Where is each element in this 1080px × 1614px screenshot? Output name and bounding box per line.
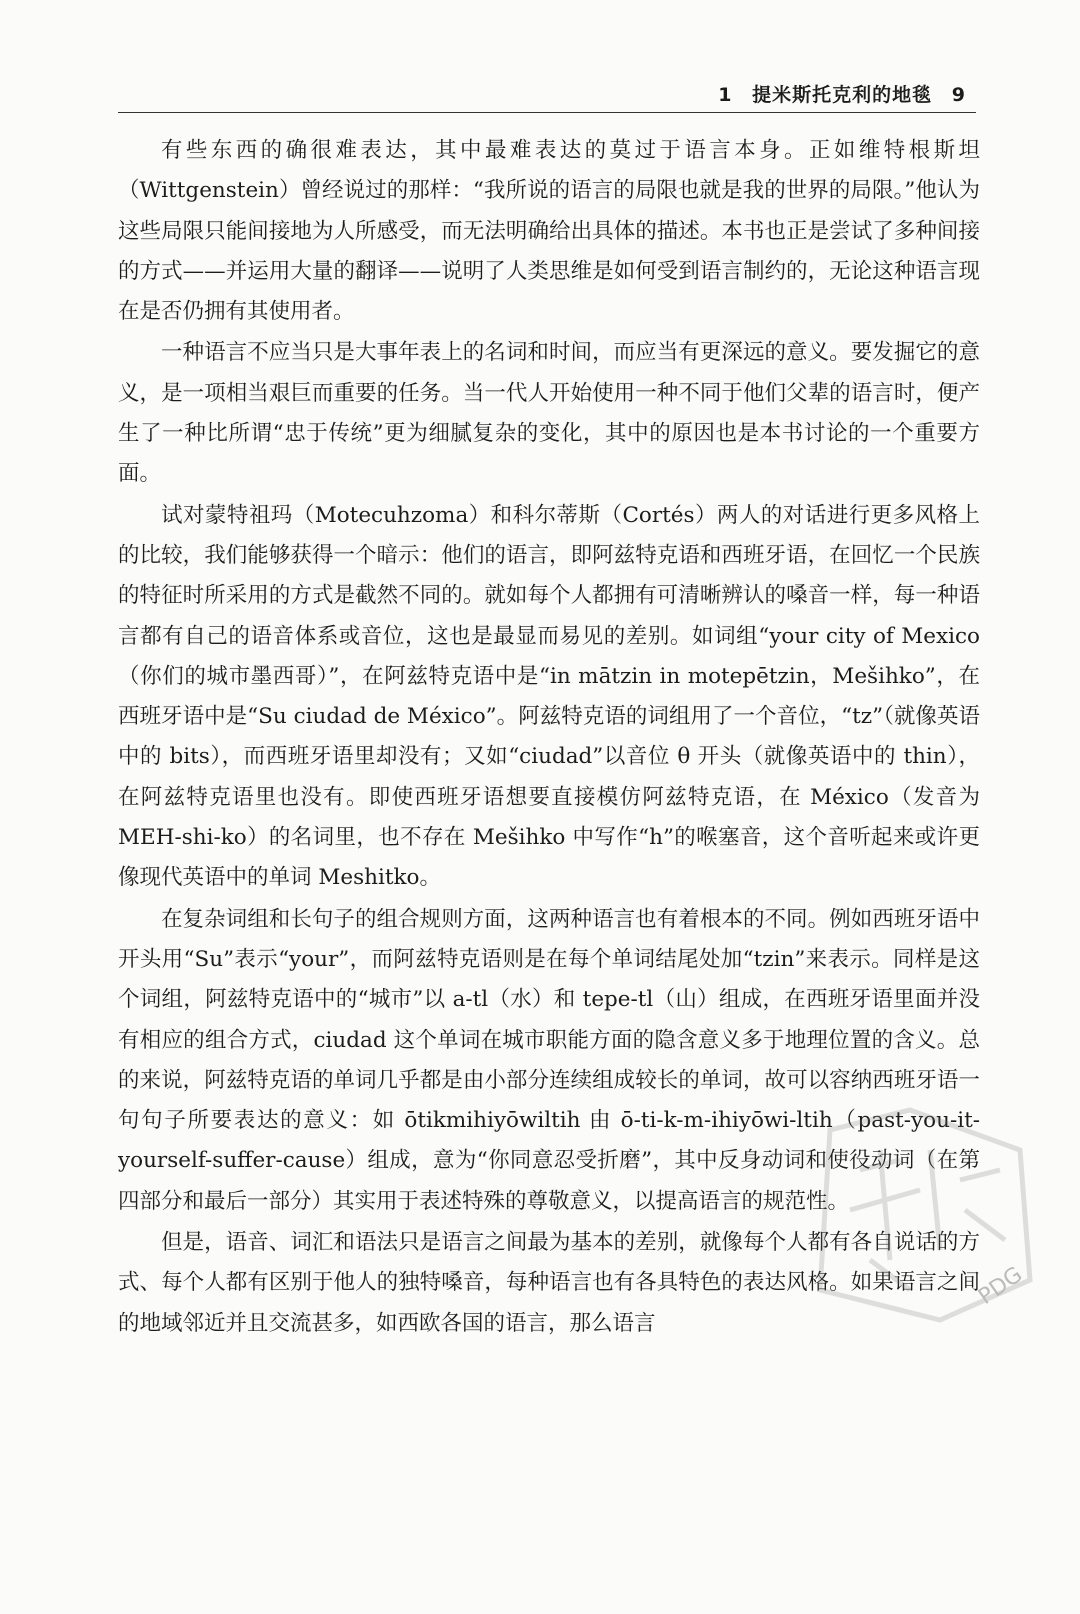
page-number: 9 bbox=[951, 84, 966, 106]
paragraph: 有些东西的确很难表达，其中最难表达的莫过于语言本身。正如维特根斯坦（Wittgenstein）曾经说过的那样：“我所说的语言的局限也就是我的世界的局限。”他认为这些局限只能间接地为人所感受，而无法明确给出具体的描述。本书也正是尝试了多种间接的方式——并运用大量的翻译——说明了人类思维是如何受到语言制约的，无论这种语言现在是否仍拥有其使用者。 bbox=[118, 138, 980, 325]
header-text bbox=[712, 80, 972, 107]
chapter-number: 1 bbox=[718, 84, 733, 106]
paragraph: 但是，语音、词汇和语法只是语言之间最为基本的差别，就像每个人都有各自说话的方式、每个人都有区别于他人的独特嗓音，每种语言也有各具特色的表达风格。如果语言之间的地域邻近并且交流甚多，如西欧各国的语言，那么语言 bbox=[118, 1230, 980, 1336]
chapter-title: 提米斯托克利的地毯 bbox=[752, 84, 933, 106]
paragraph: 在复杂词组和长句子的组合规则方面，这两种语言也有着根本的不同。例如西班牙语中开头用“Su”表示“your”，而阿兹特克语则是在每个单词结尾处加“tzin”来表示。同样是这个词组，阿兹特克语中的“城市”以 a-tl（水）和 tepe-tl（山）组成，在西班牙语里面并没有相应的组合方式，ciudad 这个单词在城市职能方面的隐含意义多于地理位置的含义。总的来说，阿兹特克语的单词几乎都是由小部分连续组成较长的单词，故可以容纳西班牙语一句句子所要表达的意义：如 ōtikmihiyōwiltih 由 ō-ti-k-m-ihiyōwi-ltih（past-you-it-yourself-suffer-cause）组成，意为“你同意忍受折磨”，其中反身动词和使役动词（在第四部分和最后一部分）其实用于表述特殊的尊敬意义，以提高语言的规范性。 bbox=[118, 906, 980, 1214]
running-header bbox=[118, 80, 976, 113]
paragraph: 试对蒙特祖玛（Motecuhzoma）和科尔蒂斯（Cortés）两人的对话进行更多风格上的比较，我们能够获得一个暗示：他们的语言，即阿兹特克语和西班牙语，在回忆一个民族的特征时所采用的方式是截然不同的。就如每个人都拥有可清晰辨认的嗓音一样，每一种语言都有自己的语音体系或音位，这也是最显而易见的差别。如词组“your city of Mexico（你们的城市墨西哥）”，在阿兹特克语中是“in mātzin in motepētzin，Mešihko”，在西班牙语中是“Su ciudad de México”。阿兹特克语的词组用了一个音位，“tz”（就像英语中的 bits），而西班牙语里却没有；又如“ciudad”以音位 θ 开头（就像英语中的 thin），在阿兹特克语里也没有。即使西班牙语想要直接模仿阿兹特克语，在 México（发音为 MEH-shi-ko）的名词里，也不存在 Mešihko 中写作“h”的喉塞音，这个音听起来或许更像现代英语中的单词 Meshitko。 bbox=[118, 502, 980, 891]
paragraph: 一种语言不应当只是大事年表上的名词和时间，而应当有更深远的意义。要发掘它的意义，是一项相当艰巨而重要的任务。当一代人开始使用一种不同于他们父辈的语言时，便产生了一种比所谓“忠于传统”更为细腻复杂的变化，其中的原因也是本书讨论的一个重要方面。 bbox=[118, 340, 980, 487]
watermark-label: PDG bbox=[974, 1262, 1028, 1310]
watermark-seal bbox=[790, 1090, 1050, 1330]
